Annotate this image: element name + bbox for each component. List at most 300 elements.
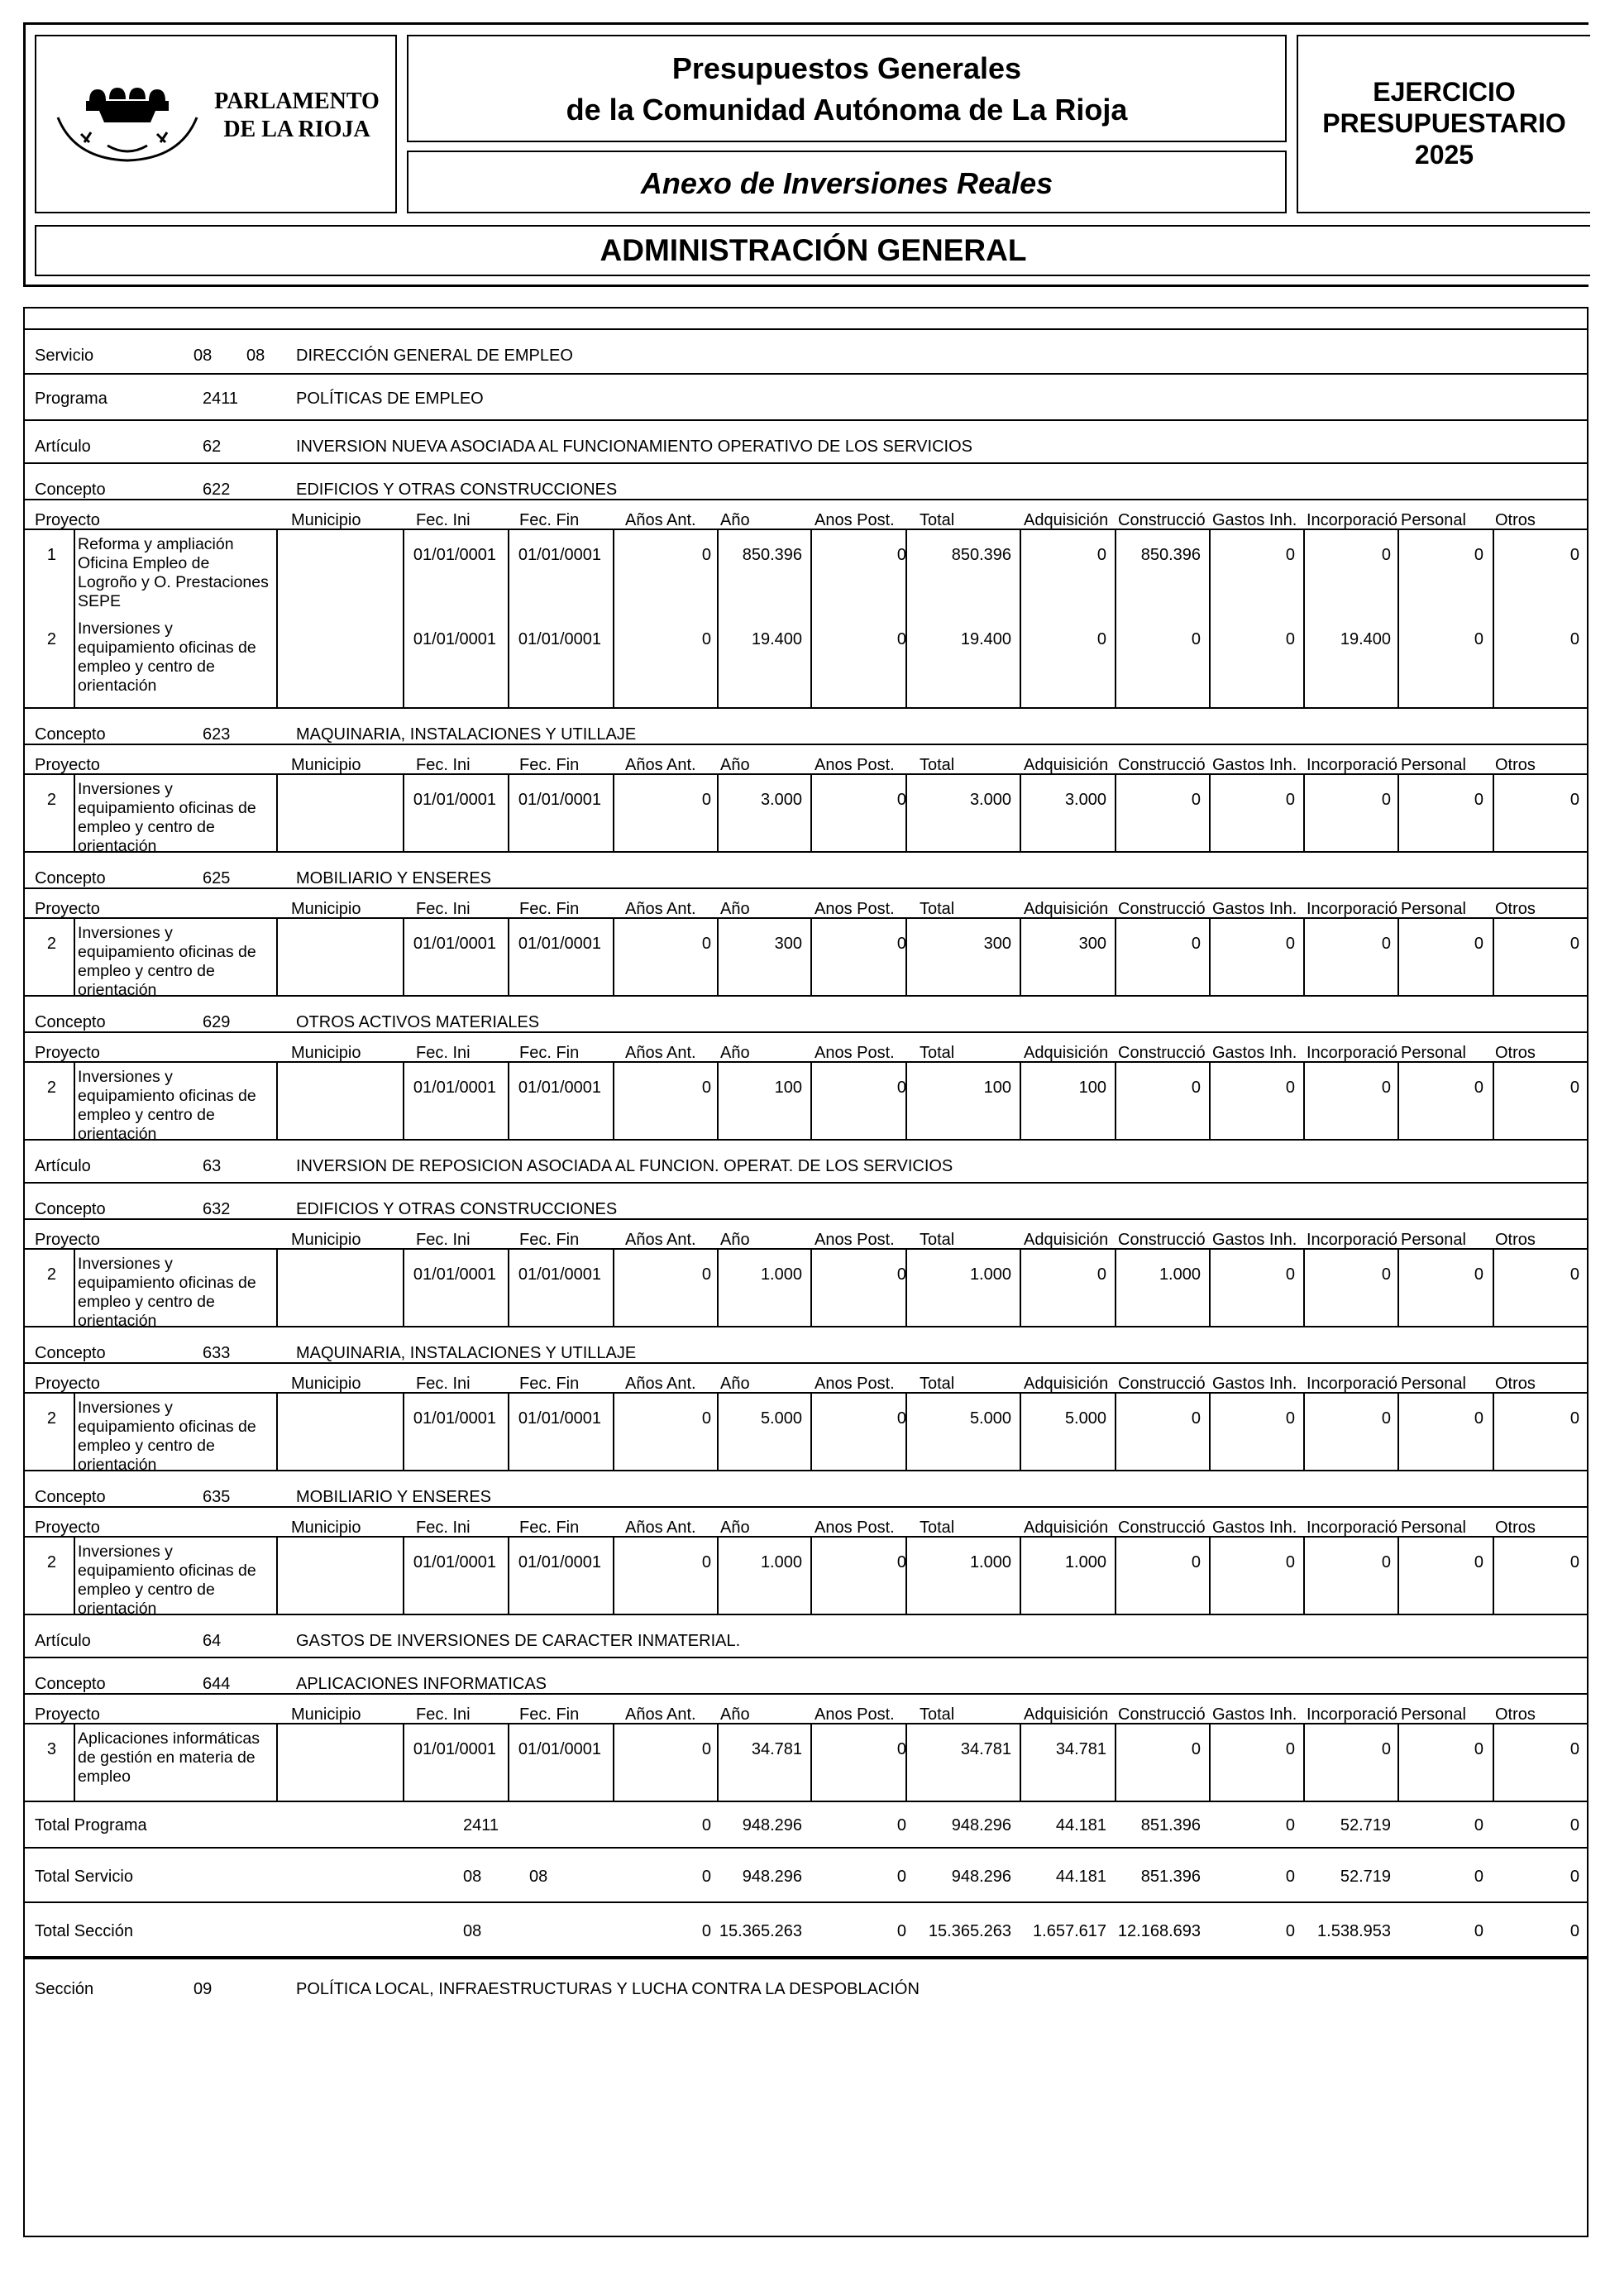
cell-divider [1397, 773, 1399, 851]
value-ant: 0 [701, 546, 711, 564]
value-gastos: 0 [1285, 1265, 1295, 1284]
row-divider [23, 1958, 1589, 1959]
cell-divider [1587, 773, 1589, 851]
column-header-9: Construcció [1118, 1231, 1206, 1249]
row-divider [23, 1248, 1589, 1250]
row-name: MOBILIARIO Y ENSERES [296, 1488, 492, 1506]
column-header-7: Total [920, 1044, 955, 1062]
cell-divider [508, 773, 509, 851]
cell-divider [717, 1248, 719, 1326]
value-personal: 0 [1474, 1079, 1483, 1097]
column-header-4: Años Ant. [625, 900, 696, 918]
row-divider [23, 1693, 1589, 1695]
value-anio: 19.400 [751, 630, 802, 648]
cell-divider [276, 773, 278, 851]
column-header-13: Otros [1495, 756, 1536, 774]
value-personal: 0 [1474, 791, 1483, 809]
cell-divider [1115, 1248, 1116, 1326]
column-header-9: Construcció [1118, 1705, 1206, 1724]
value-total: 19.400 [960, 630, 1011, 648]
value-post: 0 [896, 546, 906, 564]
cell-divider [1587, 1248, 1589, 1326]
total-post: 0 [896, 1922, 906, 1940]
cell-divider [403, 1723, 404, 1801]
fec-ini: 01/01/0001 [413, 1409, 496, 1428]
row-divider [23, 1326, 1589, 1327]
cell-divider [508, 1248, 509, 1326]
project-description: Reforma y ampliación Oficina Empleo de Logroño y O. Prestaciones SEPE [78, 535, 269, 610]
column-header-0: Proyecto [35, 1044, 100, 1062]
total-gastos: 0 [1285, 1868, 1295, 1886]
total-personal: 0 [1474, 1922, 1483, 1940]
total-total: 948.296 [951, 1816, 1011, 1834]
value-adq: 5.000 [1064, 1409, 1106, 1428]
cell-divider [717, 1723, 719, 1801]
row-divider [23, 1614, 1589, 1615]
cell-divider [1493, 1536, 1494, 1614]
cell-divider [1493, 917, 1494, 995]
cell-divider [403, 917, 404, 995]
column-header-5: Año [720, 900, 750, 918]
value-incorp: 0 [1381, 1740, 1391, 1758]
value-total: 100 [983, 1079, 1011, 1097]
cell-divider [508, 1723, 509, 1801]
row-divider [23, 1901, 1589, 1903]
total-label: Total Servicio [35, 1868, 133, 1886]
row-code: 635 [203, 1488, 231, 1506]
value-cons: 0 [1191, 1409, 1201, 1428]
column-header-12: Personal [1401, 1375, 1466, 1393]
column-header-5: Año [720, 756, 750, 774]
cell-divider [613, 773, 614, 851]
cell-divider [74, 1392, 75, 1470]
project-description: Inversiones y equipamiento oficinas de empleo y centro de orientación [78, 924, 256, 999]
fec-fin: 01/01/0001 [518, 1553, 601, 1571]
column-header-11: Incorporació [1307, 511, 1398, 529]
total-total: 15.365.263 [928, 1922, 1011, 1940]
value-incorp: 0 [1381, 1553, 1391, 1571]
project-description: Inversiones y equipamiento oficinas de empleo y centro de orientación [78, 1255, 256, 1330]
servicio-label: Servicio [35, 347, 94, 365]
next-section-name: POLÍTICA LOCAL, INFRAESTRUCTURAS Y LUCHA CONTRA LA DESPOBLACIÓN [296, 1980, 920, 1998]
cell-divider [276, 1061, 278, 1139]
cell-divider [810, 1061, 812, 1139]
subtitle: Anexo de Inversiones Reales [640, 166, 1053, 200]
column-header-10: Gastos Inh. [1212, 1231, 1297, 1249]
row-code: 64 [203, 1632, 222, 1650]
value-adq: 100 [1078, 1079, 1106, 1097]
value-ant: 0 [701, 1079, 711, 1097]
value-otros: 0 [1569, 1409, 1579, 1428]
row-divider [23, 1031, 1589, 1033]
row-name: MOBILIARIO Y ENSERES [296, 869, 492, 887]
cell-divider [74, 1536, 75, 1614]
value-personal: 0 [1474, 630, 1483, 648]
cell-divider [1115, 773, 1116, 851]
total-code1: 08 [463, 1922, 482, 1940]
cell-divider [613, 1392, 614, 1470]
column-header-10: Gastos Inh. [1212, 900, 1297, 918]
cell-divider [1209, 529, 1211, 707]
project-number: 2 [46, 630, 56, 648]
cell-divider [1397, 1061, 1399, 1139]
column-header-0: Proyecto [35, 1231, 100, 1249]
value-cons: 0 [1191, 630, 1201, 648]
cell-divider [1493, 1061, 1494, 1139]
ejercicio-box [1297, 35, 1590, 213]
cell-divider [1020, 529, 1021, 707]
column-header-10: Gastos Inh. [1212, 1519, 1297, 1537]
column-header-10: Gastos Inh. [1212, 511, 1297, 529]
column-header-12: Personal [1401, 1519, 1466, 1537]
column-header-4: Años Ant. [625, 1519, 696, 1537]
total-otros: 0 [1569, 1922, 1579, 1940]
cell-divider [276, 917, 278, 995]
column-header-12: Personal [1401, 1705, 1466, 1724]
value-gastos: 0 [1285, 791, 1295, 809]
column-header-5: Año [720, 1519, 750, 1537]
cell-divider [717, 1536, 719, 1614]
cell-divider [1303, 1248, 1305, 1326]
cell-divider [1020, 917, 1021, 995]
value-incorp: 0 [1381, 1409, 1391, 1428]
row-divider [23, 1392, 1589, 1394]
cell-divider [1493, 1248, 1494, 1326]
row-code: 633 [203, 1344, 231, 1362]
column-header-9: Construcció [1118, 511, 1206, 529]
value-anio: 100 [774, 1079, 802, 1097]
cell-divider [1397, 1723, 1399, 1801]
cell-divider [1115, 1723, 1116, 1801]
value-gastos: 0 [1285, 630, 1295, 648]
cell-divider [905, 1392, 907, 1470]
cell-divider [905, 1248, 907, 1326]
project-description: Inversiones y equipamiento oficinas de empleo y centro de orientación [78, 619, 256, 695]
next-section-label: Sección [35, 1980, 94, 1998]
cell-divider [1020, 1248, 1021, 1326]
column-header-8: Adquisición [1024, 1231, 1109, 1249]
value-total: 34.781 [960, 1740, 1011, 1758]
cell-divider [1209, 773, 1211, 851]
column-header-10: Gastos Inh. [1212, 1044, 1297, 1062]
programa-code: 2411 [203, 390, 239, 408]
column-header-3: Fec. Fin [519, 511, 580, 529]
total-adq: 1.657.617 [1033, 1922, 1106, 1940]
row-divider [23, 1801, 1589, 1802]
cell-divider [1115, 1392, 1116, 1470]
cell-divider [1397, 1248, 1399, 1326]
project-number: 2 [46, 935, 56, 953]
value-anio: 1.000 [760, 1265, 802, 1284]
row-divider [23, 529, 1589, 530]
value-cons: 1.000 [1159, 1265, 1201, 1284]
cell-divider [403, 1061, 404, 1139]
column-header-11: Incorporació [1307, 756, 1398, 774]
cell-divider [1587, 1536, 1589, 1614]
cell-divider [810, 773, 812, 851]
total-cons: 12.168.693 [1117, 1922, 1201, 1940]
row-divider [23, 419, 1589, 421]
row-divider [23, 1657, 1589, 1658]
column-header-1: Municipio [291, 511, 361, 529]
servicio-code1: 08 [193, 347, 213, 365]
cell-divider [1020, 1723, 1021, 1801]
project-description: Inversiones y equipamiento oficinas de empleo y centro de orientación [78, 780, 256, 855]
value-adq: 300 [1078, 935, 1106, 953]
servicio-name: DIRECCIÓN GENERAL DE EMPLEO [296, 347, 573, 365]
fec-fin: 01/01/0001 [518, 935, 601, 953]
fec-fin: 01/01/0001 [518, 546, 601, 564]
column-header-6: Anos Post. [815, 511, 895, 529]
row-label: Concepto [35, 725, 106, 744]
total-personal: 0 [1474, 1868, 1483, 1886]
column-header-13: Otros [1495, 511, 1536, 529]
row-label: Concepto [35, 1200, 106, 1218]
cell-divider [74, 917, 75, 995]
row-code: 644 [203, 1675, 231, 1693]
column-header-1: Municipio [291, 1044, 361, 1062]
cell-divider [905, 1061, 907, 1139]
value-cons: 0 [1191, 935, 1201, 953]
column-header-1: Municipio [291, 1705, 361, 1724]
column-header-9: Construcció [1118, 1044, 1206, 1062]
column-header-4: Años Ant. [625, 511, 696, 529]
row-divider [23, 1506, 1589, 1508]
column-header-1: Municipio [291, 1519, 361, 1537]
cell-divider [810, 1248, 812, 1326]
row-divider [23, 744, 1589, 745]
column-header-8: Adquisición [1024, 900, 1109, 918]
row-name: INVERSION NUEVA ASOCIADA AL FUNCIONAMIENTO OPERATIVO DE LOS SERVICIOS [296, 438, 972, 456]
value-personal: 0 [1474, 1265, 1483, 1284]
subtitle-box [407, 151, 1287, 213]
total-personal: 0 [1474, 1816, 1483, 1834]
row-label: Concepto [35, 481, 106, 499]
fec-ini: 01/01/0001 [413, 1265, 496, 1284]
total-otros: 0 [1569, 1816, 1579, 1834]
row-code: 622 [203, 481, 231, 499]
value-adq: 1.000 [1064, 1553, 1106, 1571]
section-title-box [35, 225, 1590, 276]
column-header-5: Año [720, 1375, 750, 1393]
row-name: EDIFICIOS Y OTRAS CONSTRUCCIONES [296, 481, 618, 499]
logo-line1: PARLAMENTO [214, 88, 380, 114]
cell-divider [1587, 1723, 1589, 1801]
column-header-11: Incorporació [1307, 1705, 1398, 1724]
cell-divider [1020, 1536, 1021, 1614]
value-incorp: 0 [1381, 1079, 1391, 1097]
total-incorp: 1.538.953 [1317, 1922, 1391, 1940]
total-post: 0 [896, 1816, 906, 1834]
value-otros: 0 [1569, 1553, 1579, 1571]
value-post: 0 [896, 1265, 906, 1284]
cell-divider [905, 773, 907, 851]
column-header-12: Personal [1401, 1044, 1466, 1062]
cell-divider [1397, 529, 1399, 707]
column-header-8: Adquisición [1024, 1519, 1109, 1537]
cell-divider [508, 1061, 509, 1139]
total-otros: 0 [1569, 1868, 1579, 1886]
column-header-9: Construcció [1118, 1519, 1206, 1537]
cell-divider [1303, 1723, 1305, 1801]
column-header-4: Años Ant. [625, 1044, 696, 1062]
column-header-1: Municipio [291, 900, 361, 918]
value-ant: 0 [701, 630, 711, 648]
total-gastos: 0 [1285, 1816, 1295, 1834]
cell-divider [74, 1723, 75, 1801]
total-ant: 0 [701, 1922, 711, 1940]
row-label: Concepto [35, 1488, 106, 1506]
value-gastos: 0 [1285, 1740, 1295, 1758]
row-name: APLICACIONES INFORMATICAS [296, 1675, 547, 1693]
cell-divider [1493, 1723, 1494, 1801]
value-post: 0 [896, 791, 906, 809]
project-number: 3 [46, 1740, 56, 1758]
cell-divider [1303, 917, 1305, 995]
row-divider [23, 851, 1589, 853]
cell-divider [1115, 529, 1116, 707]
column-header-6: Anos Post. [815, 1519, 895, 1537]
cell-divider [1209, 1061, 1211, 1139]
cell-divider [1397, 1392, 1399, 1470]
cell-divider [74, 529, 75, 707]
column-header-13: Otros [1495, 1705, 1536, 1724]
cell-divider [613, 1536, 614, 1614]
column-header-11: Incorporació [1307, 1375, 1398, 1393]
total-post: 0 [896, 1868, 906, 1886]
row-divider [23, 887, 1589, 889]
column-header-5: Año [720, 511, 750, 529]
fec-fin: 01/01/0001 [518, 1740, 601, 1758]
cell-divider [1587, 1061, 1589, 1139]
value-post: 0 [896, 1409, 906, 1428]
row-code: 629 [203, 1013, 231, 1031]
column-header-13: Otros [1495, 1375, 1536, 1393]
column-header-11: Incorporació [1307, 1231, 1398, 1249]
cell-divider [508, 1536, 509, 1614]
section-title: ADMINISTRACIÓN GENERAL [600, 233, 1027, 267]
row-divider [23, 1218, 1589, 1220]
ejercicio-year: 2025 [1414, 140, 1474, 170]
row-divider [23, 1470, 1589, 1471]
row-divider [23, 373, 1589, 375]
cell-divider [1020, 1061, 1021, 1139]
cell-divider [1493, 529, 1494, 707]
project-description: Inversiones y equipamiento oficinas de empleo y centro de orientación [78, 1543, 256, 1618]
cell-divider [403, 1248, 404, 1326]
value-otros: 0 [1569, 935, 1579, 953]
column-header-12: Personal [1401, 1231, 1466, 1249]
row-divider [23, 1182, 1589, 1184]
value-cons: 0 [1191, 1079, 1201, 1097]
column-header-4: Años Ant. [625, 1705, 696, 1724]
value-otros: 0 [1569, 1740, 1579, 1758]
cell-divider [74, 1248, 75, 1326]
value-total: 850.396 [951, 546, 1011, 564]
cell-divider [810, 1392, 812, 1470]
value-cons: 850.396 [1140, 546, 1201, 564]
value-adq: 34.781 [1055, 1740, 1106, 1758]
column-header-0: Proyecto [35, 1375, 100, 1393]
fec-fin: 01/01/0001 [518, 1079, 601, 1097]
column-header-8: Adquisición [1024, 511, 1109, 529]
cell-divider [810, 1723, 812, 1801]
project-number: 2 [46, 791, 56, 809]
cell-divider [613, 917, 614, 995]
column-header-12: Personal [1401, 511, 1466, 529]
value-otros: 0 [1569, 546, 1579, 564]
column-header-7: Total [920, 511, 955, 529]
value-incorp: 0 [1381, 546, 1391, 564]
cell-divider [1020, 1392, 1021, 1470]
column-header-0: Proyecto [35, 511, 100, 529]
project-description: Aplicaciones informáticas de gestión en materia de empleo [78, 1729, 260, 1786]
value-ant: 0 [701, 1265, 711, 1284]
cell-divider [1209, 1392, 1211, 1470]
total-cons: 851.396 [1140, 1816, 1201, 1834]
fec-fin: 01/01/0001 [518, 1409, 601, 1428]
column-header-13: Otros [1495, 900, 1536, 918]
cell-divider [74, 773, 75, 851]
value-post: 0 [896, 1553, 906, 1571]
total-incorp: 52.719 [1340, 1868, 1391, 1886]
value-anio: 300 [774, 935, 802, 953]
column-header-0: Proyecto [35, 900, 100, 918]
cell-divider [276, 1536, 278, 1614]
column-header-3: Fec. Fin [519, 1231, 580, 1249]
column-header-2: Fec. Ini [416, 1375, 471, 1393]
row-name: INVERSION DE REPOSICION ASOCIADA AL FUNCION. OPERAT. DE LOS SERVICIOS [296, 1157, 953, 1175]
row-divider [23, 462, 1589, 464]
column-header-6: Anos Post. [815, 1705, 895, 1724]
cell-divider [1115, 1536, 1116, 1614]
row-divider [23, 1362, 1589, 1364]
value-adq: 3.000 [1064, 791, 1106, 809]
row-label: Concepto [35, 1344, 106, 1362]
row-divider [23, 773, 1589, 775]
programa-label: Programa [35, 390, 107, 408]
row-divider [23, 995, 1589, 997]
cell-divider [1209, 917, 1211, 995]
column-header-0: Proyecto [35, 1519, 100, 1537]
value-personal: 0 [1474, 546, 1483, 564]
column-header-7: Total [920, 1375, 955, 1393]
cell-divider [1493, 1392, 1494, 1470]
value-post: 0 [896, 935, 906, 953]
project-number: 2 [46, 1553, 56, 1571]
fec-ini: 01/01/0001 [413, 630, 496, 648]
cell-divider [74, 1061, 75, 1139]
cell-divider [403, 1392, 404, 1470]
value-anio: 1.000 [760, 1553, 802, 1571]
cell-divider [905, 917, 907, 995]
column-header-2: Fec. Ini [416, 1705, 471, 1724]
value-ant: 0 [701, 791, 711, 809]
next-section-code: 09 [193, 1980, 213, 1998]
column-header-2: Fec. Ini [416, 756, 471, 774]
value-gastos: 0 [1285, 1079, 1295, 1097]
column-header-13: Otros [1495, 1044, 1536, 1062]
column-header-0: Proyecto [35, 756, 100, 774]
value-post: 0 [896, 630, 906, 648]
column-header-10: Gastos Inh. [1212, 756, 1297, 774]
fec-ini: 01/01/0001 [413, 791, 496, 809]
row-name: MAQUINARIA, INSTALACIONES Y UTILLAJE [296, 1344, 637, 1362]
cell-divider [905, 1723, 907, 1801]
cell-divider [1209, 1536, 1211, 1614]
column-header-11: Incorporació [1307, 900, 1398, 918]
cell-divider [717, 529, 719, 707]
